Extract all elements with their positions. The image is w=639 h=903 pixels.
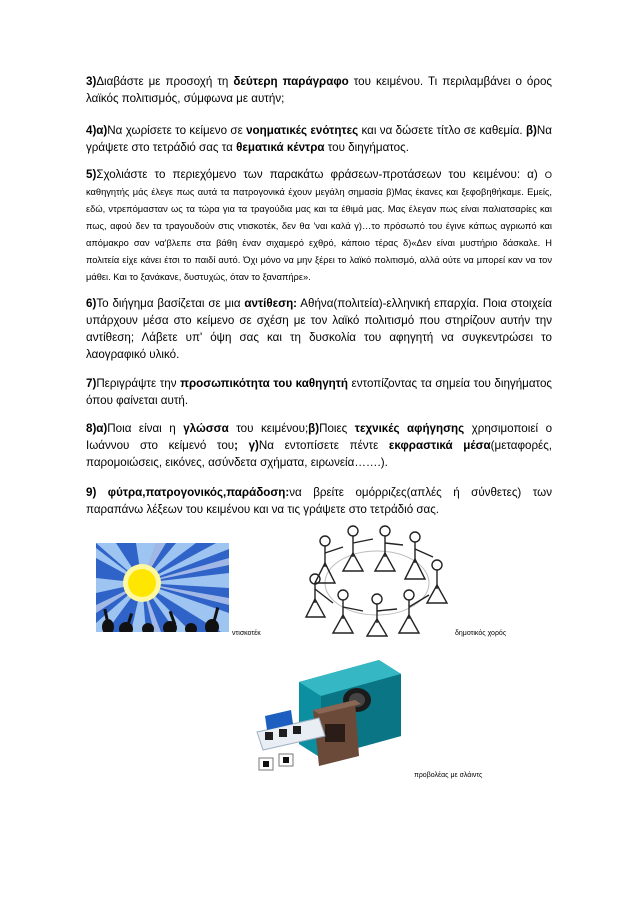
q7-text-1: Περιγράψτε την xyxy=(96,377,181,390)
q8-number: 8)α) xyxy=(86,422,108,435)
question-5 xyxy=(86,166,552,285)
folk-dance-illustration xyxy=(303,523,450,637)
q8-bold-3: τεχνικές αφήγησης xyxy=(354,422,465,435)
q6-number: 6) xyxy=(86,297,97,310)
caption-folk-dance: δημοτικός χορός xyxy=(455,630,507,637)
folk-dance-image xyxy=(303,523,450,637)
slide-projector-image xyxy=(229,640,411,776)
q8-text-4: χρησιμοποιεί ο Ιωάννου στο κείμενό του xyxy=(86,422,553,452)
caption-projector: προβολέας με σλάιντς xyxy=(414,772,483,779)
q8-text-5: Να εντοπίσετε πέντε xyxy=(258,439,389,452)
q3-number: 3) xyxy=(86,75,97,88)
disco-image xyxy=(96,543,229,632)
q8-bold-2: β) xyxy=(308,422,320,435)
q4-text-3: Να γράψετε στο τετράδιό σας τα xyxy=(86,124,552,154)
caption-disco: ντισκοτέκ xyxy=(232,630,261,637)
question-4 xyxy=(86,122,552,156)
q8-bold-1: γλώσσα xyxy=(183,422,229,435)
question-6 xyxy=(86,295,552,363)
q4-bold-3: θεματικά κέντρα xyxy=(236,141,325,154)
slide-projector-illustration xyxy=(229,640,411,776)
q4-number: 4)α) xyxy=(86,124,108,137)
q4-text-2: και να δώσετε τίτλο σε καθεμία. xyxy=(358,124,526,137)
q5-quotes: Ο καθηγητής μάς έλεγε πως αυτά τα πατρογονικά έχουν μεγάλη σημασία β)Μας έκανες και ξεφοβηθήκαμε. Εμείς, εδώ, ντρεπόμασταν ως τα τώρα για τα τραγούδια μας και τα έθιμά μας. Μας έλεγαν πως είναι παλιατσαρίες και πως, αφού δεν τα τραγουδούν στις ντισκοτέκ, δεν θα 'ναι καλά γ)…το πρόσωπό του έγινε κάπως αγριωπό και απόμακρο σαν να'βλεπε στα βάθη έναν σιχαμερό εχθρό, κάποιο τέρας δ)«Δεν είναι μυστήριο δάσκαλε. Η πολιτεία είχε κάνει έτσι το παιδί αυτό. Όχι μόνο να μην ξέρει το λαϊκό πολιτισμό, αλλά ούτε να μπορεί καν να τον μάθει. Και το ξανάκανε, δυστυχώς, όταν το ξαναπήρε». xyxy=(86,170,552,282)
q4-bold-1: νοηματικές ενότητες xyxy=(246,124,359,137)
q6-bold-1: αντίθεση: xyxy=(244,297,298,310)
q9-bold-1: φύτρα,πατρογονικός,παράδοση: xyxy=(107,486,290,499)
q5-text-1: Σχολιάστε το περιεχόμενο των παρακάτω φράσεων-προτάσεων του κειμένου: α) xyxy=(96,168,545,181)
q8-text-6: (μεταφορές, παρομοιώσεις, εικόνες, ασύνδετα σχήματα, ειρωνεία…….). xyxy=(86,439,553,469)
q4-text-1: Να χωρίσετε το κείμενο σε xyxy=(107,124,247,137)
question-3 xyxy=(86,73,552,107)
q3-text-2: του κειμένου. Τι περιλαμβάνει ο όρος λαϊκός πολιτισμός, σύμφωνα με αυτήν; xyxy=(86,75,552,105)
q3-text-1: Διαβάστε με προσοχή τη xyxy=(96,75,234,88)
q8-text-1: Ποια είναι η xyxy=(107,422,184,435)
q4-text-4: του διηγήματος. xyxy=(324,141,409,154)
q7-bold-1: προσωπικότητα του καθηγητή xyxy=(180,377,348,390)
q8-bold-4: ; γ) xyxy=(234,439,259,452)
q9-text-1: να βρείτε ομόρριζες(απλές ή σύνθετες) των παραπάνω λέξεων του κειμένου και να τις γράψετε στο τετράδιό σας. xyxy=(86,486,553,516)
q9-number: 9) xyxy=(86,486,108,499)
question-7 xyxy=(86,375,552,409)
q5-number: 5) xyxy=(86,168,97,181)
q8-text-2: του κειμένου; xyxy=(228,422,309,435)
q7-text-2: εντοπίζοντας τα σημεία του διηγήματος όπου φαίνεται αυτή. xyxy=(86,377,552,407)
q6-text-2: Αθήνα(πολιτεία)-ελληνική επαρχία. Ποια στοιχεία υπάρχουν μέσα στο κείμενο σε σχέση με τον λαϊκό πολιτισμό που στηρίζουν αυτήν την αντίθεση; Λάβετε υπ' όψη σας και τη δυσκολία του αφηγητή να συγκεντρώσει το λαογραφικό υλικό. xyxy=(86,297,552,361)
q3-bold-1: δεύτερη παράγραφο xyxy=(233,75,349,88)
q8-bold-5: εκφραστικά μέσα xyxy=(388,439,491,452)
question-9 xyxy=(86,484,552,518)
question-8 xyxy=(86,420,552,471)
q8-text-3: Ποιες xyxy=(319,422,355,435)
q7-number: 7) xyxy=(86,377,97,390)
q6-text-1: Το διήγημα βασίζεται σε μια xyxy=(96,297,245,310)
q4-bold-2: β) xyxy=(525,124,537,137)
disco-illustration xyxy=(96,543,229,632)
